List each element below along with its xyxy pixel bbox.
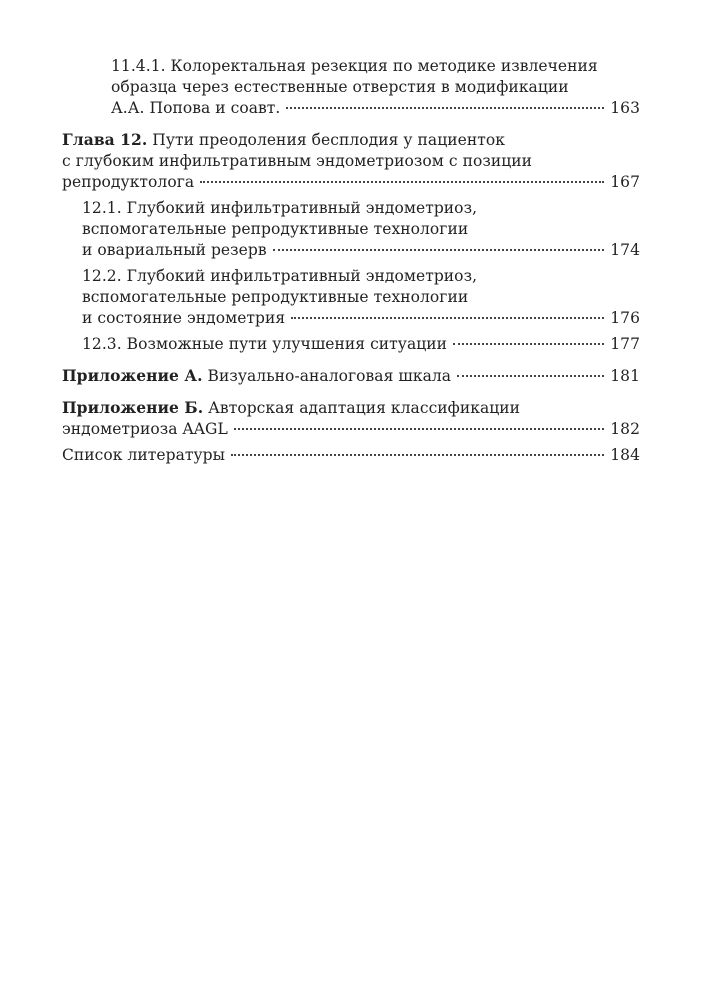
dot-leader bbox=[453, 343, 604, 345]
toc-entry-line: с глубоким инфильтративным эндометриозом с позиции bbox=[62, 152, 533, 170]
toc-entry-line: эндометриоза AAGL bbox=[62, 420, 228, 438]
page-number: 163 bbox=[610, 99, 640, 117]
toc-entry-12-1[interactable] bbox=[82, 198, 640, 261]
toc-entry-line: и овариальный резерв bbox=[82, 241, 267, 259]
toc-entry-line: А.А. Попова и соавт. bbox=[111, 99, 281, 117]
page-number: 176 bbox=[610, 309, 640, 327]
dot-leader bbox=[457, 375, 604, 377]
toc-entry-line: и состояние эндометрия bbox=[82, 309, 286, 327]
page-number: 177 bbox=[610, 335, 640, 353]
toc-entry-line: репродуктолога bbox=[62, 173, 195, 191]
toc-entry-line: 12.2. Глубокий инфильтративный эндометриоз, bbox=[82, 267, 478, 285]
chapter-label: Глава 12. bbox=[62, 130, 148, 149]
toc-entry-line: Пути преодоления бесплодия у пациенток bbox=[147, 131, 505, 149]
toc-appendix-b[interactable] bbox=[62, 397, 640, 440]
dot-leader bbox=[200, 181, 604, 183]
dot-leader bbox=[234, 428, 604, 430]
toc-entry-line: вспомогательные репродуктивные технологии bbox=[82, 220, 469, 238]
toc-entry-12-3[interactable] bbox=[82, 334, 640, 355]
toc-entry-line: 12.1. Глубокий инфильтративный эндометриоз, bbox=[82, 199, 478, 217]
toc-entry-12-2[interactable] bbox=[82, 266, 640, 329]
toc-entry-line: Визуально-аналоговая шкала bbox=[202, 367, 452, 385]
toc-references[interactable] bbox=[62, 445, 640, 466]
toc-entry-line: 12.3. Возможные пути улучшения ситуации bbox=[82, 335, 448, 353]
toc-entry-11-4-1[interactable] bbox=[111, 56, 640, 119]
appendix-label: Приложение А. bbox=[62, 366, 203, 385]
toc-entry-line: Список литературы bbox=[62, 446, 226, 464]
page-number: 167 bbox=[610, 173, 640, 191]
toc-chapter-12[interactable] bbox=[62, 129, 640, 193]
toc-entry-line: 11.4.1. Колоректальная резекция по методике извлечения bbox=[111, 57, 598, 75]
toc-entry-line: образца через естественные отверстия в модификации bbox=[111, 78, 569, 96]
dot-leader bbox=[231, 454, 604, 456]
appendix-label: Приложение Б. bbox=[62, 398, 204, 417]
toc-entry-line: вспомогательные репродуктивные технологии bbox=[82, 288, 469, 306]
dot-leader bbox=[273, 249, 605, 251]
toc-appendix-a[interactable] bbox=[62, 365, 640, 387]
page-number: 174 bbox=[610, 241, 640, 259]
page-number: 182 bbox=[610, 420, 640, 438]
page-number: 181 bbox=[610, 367, 640, 385]
dot-leader bbox=[291, 317, 604, 319]
toc-entry-line: Авторская адаптация классификации bbox=[203, 399, 521, 417]
dot-leader bbox=[286, 107, 604, 109]
table-of-contents bbox=[62, 56, 640, 466]
page-number: 184 bbox=[610, 446, 640, 464]
